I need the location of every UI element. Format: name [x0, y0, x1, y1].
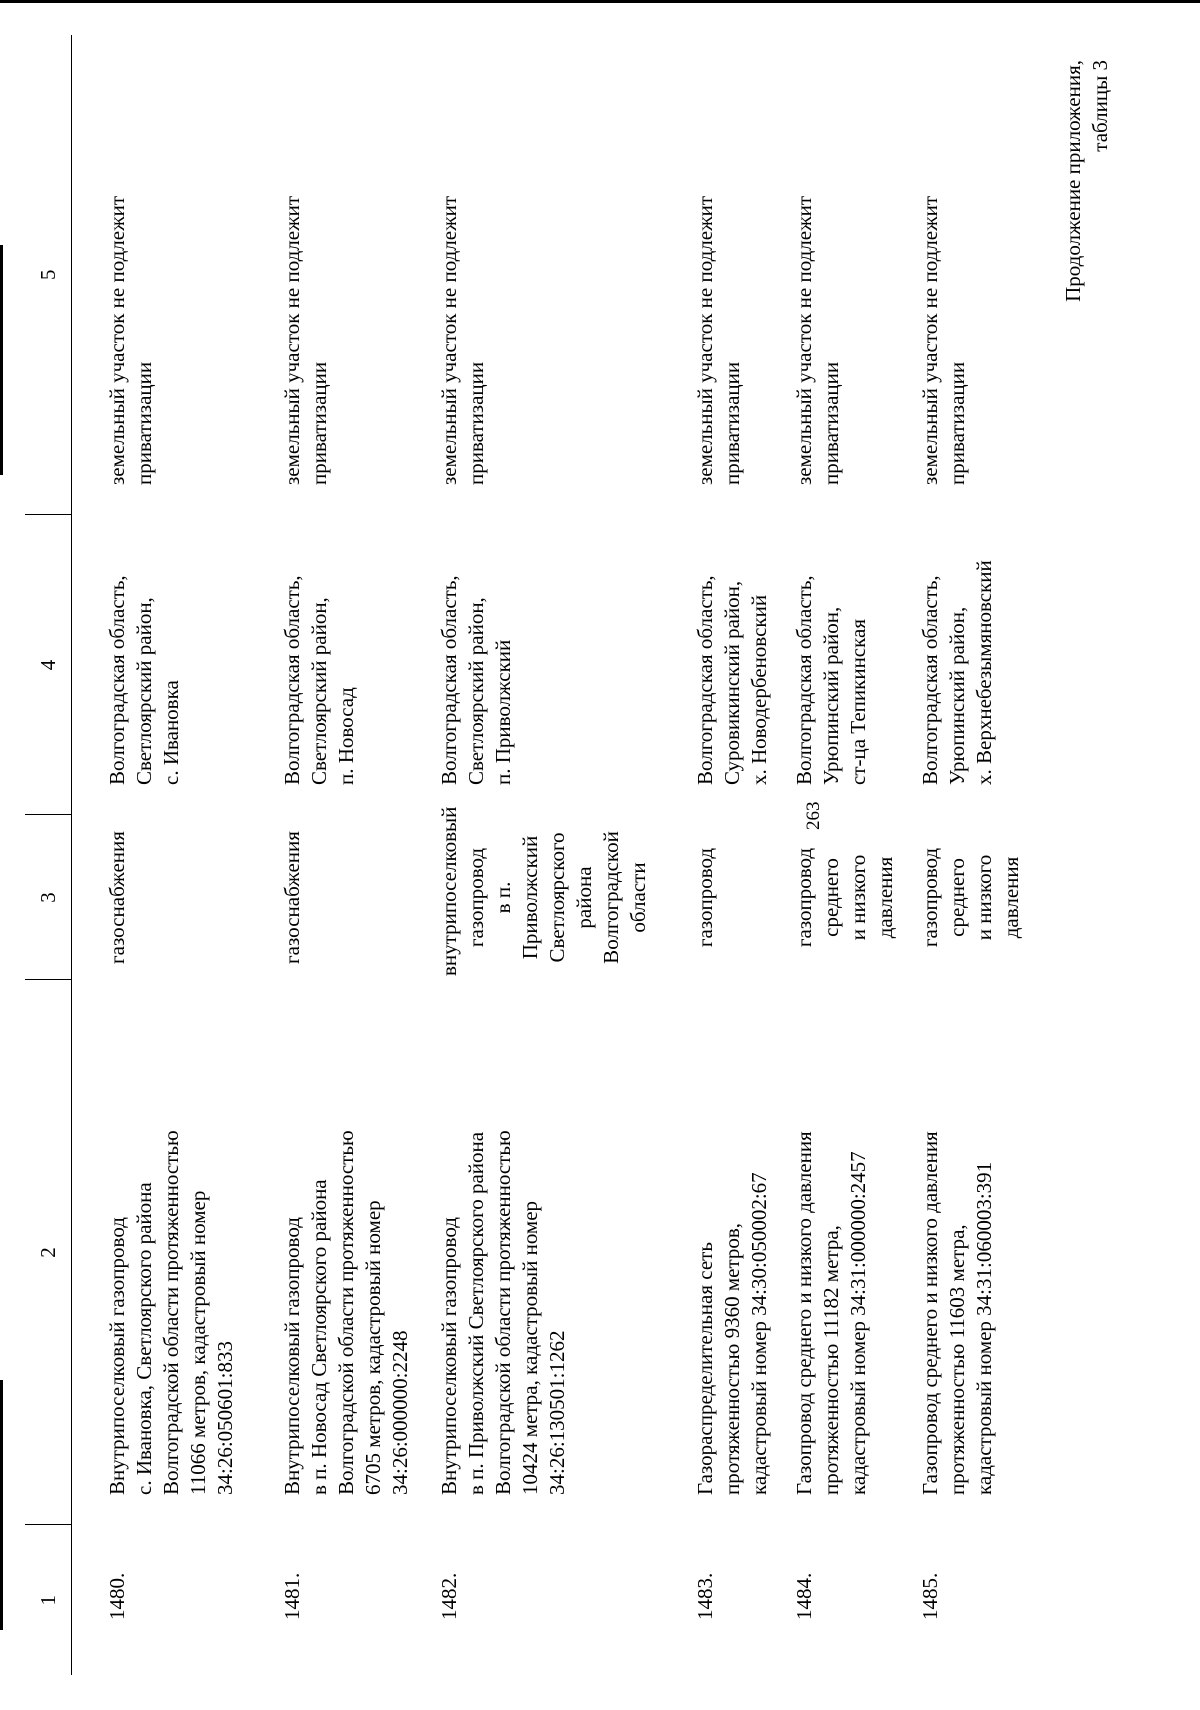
object-description: Газопровод среднего и низкого давления протяженностью 11182 метра, кадастровый номер 34:31:000000:2457 — [792, 1131, 870, 1495]
header-row — [25, 35, 72, 1675]
object-location: Волгоградская область, Светлоярский район, п. Приволжский — [437, 575, 515, 785]
table-row — [660, 35, 781, 1675]
row-number: 1483. — [693, 1572, 717, 1620]
object-purpose: газоснабжения — [105, 831, 129, 964]
object-description: Внутрипоселковый газопровод в п. Приволжский Светлоярского района Волгоградской области протяженностью 10424 метра, кадастровый номер 34:26:130501:1262 — [437, 1130, 569, 1495]
privatization-note: земельный участок не подлежит приватизации — [792, 195, 843, 485]
object-location: Волгоградская область, Урюпинский район, ст-ца Тепикинская — [792, 575, 870, 785]
object-purpose: газопровод среднего и низкого давления — [792, 847, 897, 948]
privatization-note: земельный участок не подлежит приватизации — [693, 195, 744, 485]
property-table — [25, 35, 1033, 1675]
table-row — [72, 35, 248, 1675]
table-caption: Продолжение приложения, таблицы 3 — [1061, 60, 1112, 302]
object-location: Волгоградская область, Суровикинский район, х. Новодербеновский — [693, 575, 771, 785]
object-purpose: газопровод — [693, 847, 717, 948]
row-number: 1480. — [105, 1572, 129, 1620]
column-header: 1 — [25, 1525, 72, 1675]
column-header: 3 — [25, 815, 72, 980]
table-row — [907, 35, 1033, 1675]
row-number: 1485. — [918, 1572, 942, 1620]
row-number: 1482. — [437, 1572, 461, 1620]
column-header: 2 — [25, 980, 72, 1525]
table-row — [247, 35, 422, 1675]
table-row — [781, 35, 907, 1675]
privatization-note: земельный участок не подлежит приватизации — [918, 195, 969, 485]
object-description: Газопровод среднего и низкого давления протяженностью 11603 метра, кадастровый номер 34:31:060003:391 — [918, 1131, 996, 1495]
privatization-note: земельный участок не подлежит приватизации — [437, 195, 488, 485]
object-purpose: внутрипоселковый газопровод в п. Приволжский Светлоярского района Волгоградской области — [437, 806, 650, 976]
object-purpose: газопровод среднего и низкого давления — [918, 847, 1023, 948]
privatization-note: земельный участок не подлежит приватизации — [105, 195, 156, 485]
object-location: Волгоградская область, Светлоярский район, п. Новосад — [280, 575, 358, 785]
privatization-note: земельный участок не подлежит приватизации — [280, 195, 331, 485]
object-description: Внутрипоселковый газопровод с. Ивановка, Светлоярского района Волгоградской области протяженностью 11066 метров, кадастровый номер 34:26:050601:833 — [105, 1130, 237, 1495]
object-description: Внутрипоселковый газопровод в п. Новосад Светлоярского района Волгоградской области протяженностью 6705 метров, кадастровый номер 34:26:000000:2248 — [280, 1130, 412, 1495]
table-row — [422, 35, 660, 1675]
page-number: 263 — [803, 801, 824, 830]
column-header: 4 — [25, 515, 72, 815]
object-location: Волгоградская область, Светлоярский район, с. Ивановка — [105, 575, 183, 785]
object-location: Волгоградская область, Урюпинский район, х. Верхнебезымяновский — [918, 560, 996, 785]
row-number: 1481. — [280, 1572, 304, 1620]
column-header: 5 — [25, 35, 72, 515]
row-number: 1484. — [792, 1572, 816, 1620]
object-description: Газораспределительная сеть протяженностью 9360 метров, кадастровый номер 34:30:050002:67 — [693, 1172, 771, 1495]
object-purpose: газоснабжения — [280, 831, 304, 964]
